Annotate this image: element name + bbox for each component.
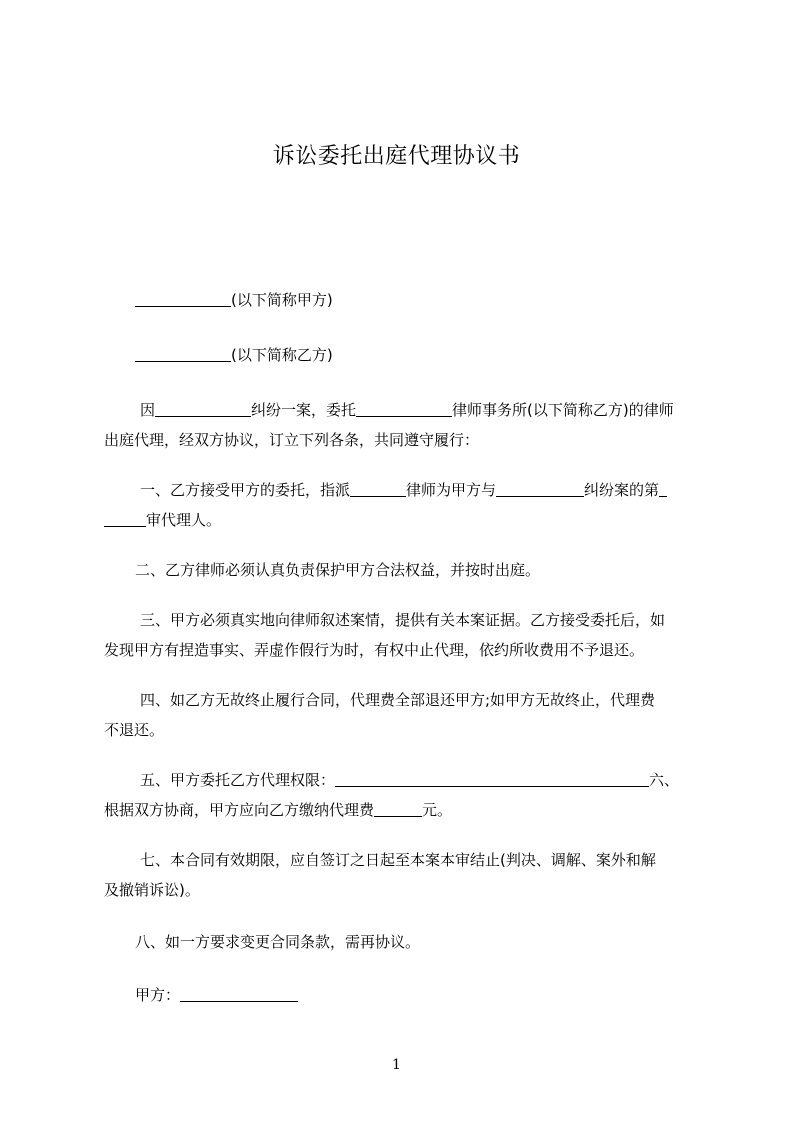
clause-5-line-2 bbox=[104, 795, 700, 825]
clause-1-text-1: 一、乙方接受甲方的委托，指派 bbox=[140, 481, 351, 499]
intro-text-3: 律师事务所(以下简称乙方)的律师 bbox=[452, 401, 674, 419]
instance-blank-b bbox=[104, 510, 146, 527]
intro-paragraph bbox=[104, 395, 700, 455]
clause-4 bbox=[104, 685, 700, 745]
intro-text-1: 因 bbox=[140, 401, 156, 419]
opponent-blank bbox=[496, 480, 584, 497]
clause-1-line-1 bbox=[104, 475, 700, 505]
intro-line-2: 出庭代理，经双方协议，订立下列各条，共同遵守履行： bbox=[104, 431, 480, 449]
case-blank bbox=[155, 400, 251, 417]
clause-6-text: 根据双方协商，甲方应向乙方缴纳代理费 bbox=[104, 801, 375, 819]
authority-blank bbox=[335, 770, 649, 787]
clause-7 bbox=[104, 845, 700, 905]
clause-4-line-1: 四、如乙方无故终止履行合同，代理费全部退还甲方;如甲方无故终止，代理费 bbox=[140, 691, 656, 709]
intro-line-1 bbox=[104, 395, 700, 425]
clause-4-line-2: 不退还。 bbox=[104, 721, 165, 739]
clause-3-line-1: 三、甲方必须真实地向律师叙述案情，提供有关本案证据。乙方接受委托后，如 bbox=[140, 611, 666, 629]
party-a-suffix: (以下简称甲方) bbox=[231, 291, 333, 309]
party-a-line bbox=[135, 285, 731, 315]
signature-line bbox=[135, 980, 700, 1010]
clause-7-line-1: 七、本合同有效期限，应自签订之日起至本案本审结止(判决、调解、案外和解 bbox=[140, 851, 656, 869]
law-firm-blank bbox=[356, 400, 452, 417]
clause-1-text-2: 律师为甲方与 bbox=[406, 481, 497, 499]
clause-5-line-1 bbox=[104, 765, 700, 795]
clause-8: 八、如一方要求变更合同条款，需再协议。 bbox=[135, 933, 421, 951]
clause-1-text-3: 纠纷案的第 bbox=[584, 481, 660, 499]
party-a-blank bbox=[135, 290, 231, 307]
clause-3-line-2: 发现甲方有捏造事实、弄虚作假行为时，有权中止代理，依约所收费用不予退还。 bbox=[104, 641, 645, 659]
clause-5-text-1: 五、甲方委托乙方代理权限： bbox=[140, 771, 336, 789]
fee-blank bbox=[374, 800, 422, 817]
clause-1 bbox=[104, 475, 700, 535]
clause-1-line-2 bbox=[104, 505, 700, 535]
clause-5 bbox=[104, 765, 700, 825]
clause-2: 二、乙方律师必须认真负责保护甲方合法权益，并按时出庭。 bbox=[135, 561, 541, 579]
clause-1-text-4: 审代理人。 bbox=[146, 511, 222, 529]
clause-3 bbox=[104, 605, 700, 665]
party-a-signature-label: 甲方： bbox=[135, 986, 181, 1004]
party-b-blank bbox=[135, 345, 231, 362]
page-number: 1 bbox=[392, 1057, 401, 1073]
instance-blank-a bbox=[659, 480, 667, 497]
clause-7-line-2: 及撤销诉讼)。 bbox=[104, 881, 200, 899]
fee-unit: 元。 bbox=[422, 801, 453, 819]
party-b-line bbox=[135, 340, 731, 370]
document-title: 诉讼委托出庭代理协议书 bbox=[272, 144, 521, 169]
lawyer-blank bbox=[350, 480, 406, 497]
party-b-suffix: (以下简称乙方) bbox=[231, 346, 333, 364]
intro-text-2: 纠纷一案，委托 bbox=[251, 401, 357, 419]
clause-6-label: 六、 bbox=[649, 771, 680, 789]
party-a-signature-blank bbox=[180, 985, 298, 1002]
